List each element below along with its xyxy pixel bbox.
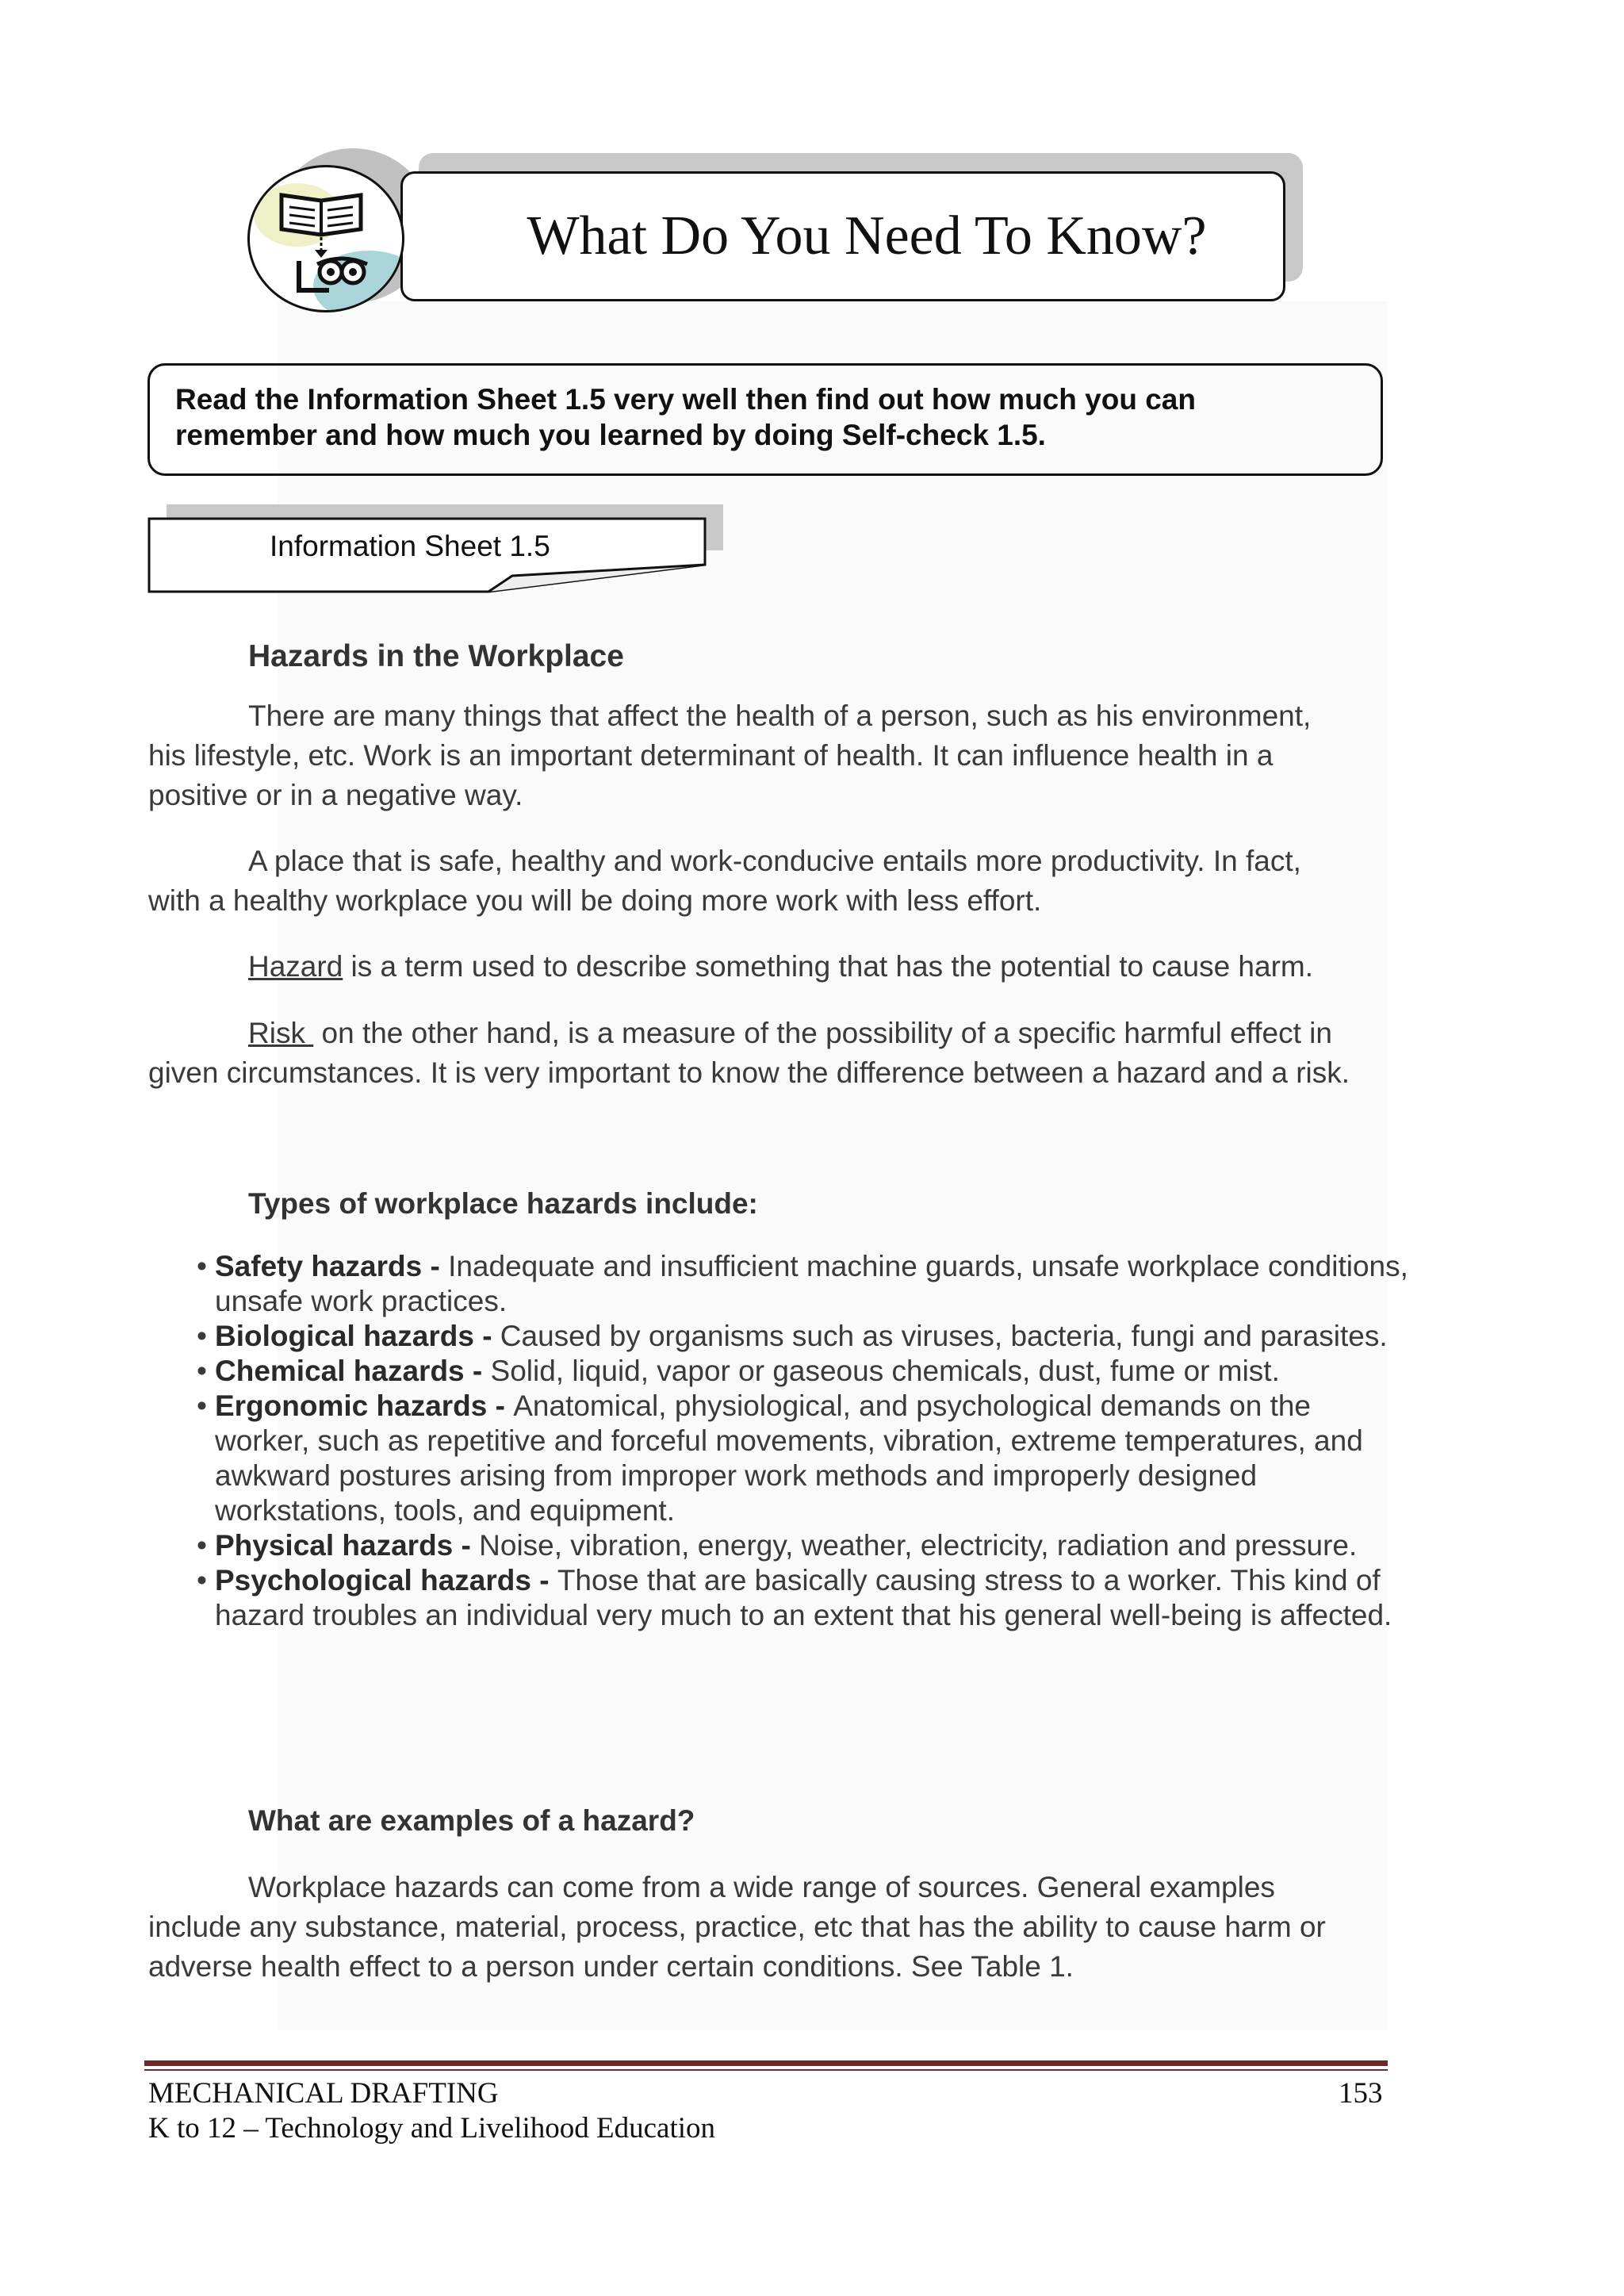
page-number: 153 — [1339, 2077, 1383, 2110]
text-line: given circumstances. It is very important to know the difference between a hazard and a risk. — [148, 1056, 1350, 1089]
bullet-icon: • — [197, 1250, 207, 1282]
item-text: Inadequate and insufficient machine guards, unsafe workplace conditions, unsafe work practices. — [215, 1250, 1408, 1317]
paragraph-1 — [148, 696, 1393, 736]
bullet-icon: • — [197, 1564, 207, 1596]
item-label: Safety hazards - — [215, 1250, 449, 1282]
item-text: Anatomical, physiological, and psychological demands on the worker, such as repetitive and forceful movements, vibration, extreme temperatures, and awkward postures arising from improper work methods and improperly designed workstations, tools, and equipment. — [215, 1389, 1363, 1527]
footer-rule — [144, 2060, 1388, 2066]
risk-definition — [248, 1014, 1332, 1053]
page-title: What Do You Need To Know? — [527, 205, 1207, 266]
text-line: adverse health effect to a person under certain conditions. See Table 1. — [148, 1950, 1074, 1983]
paragraph-2 — [148, 841, 1393, 881]
item-text: Solid, liquid, vapor or gaseous chemicals, dust, fume or mist. — [490, 1355, 1280, 1387]
text-line: A place that is safe, healthy and work-conducive entails more productivity. In fact, — [248, 845, 1301, 877]
list-item — [197, 1249, 1410, 1319]
hazard-definition-text: is a term used to describe something that has the potential to cause harm. — [343, 950, 1314, 983]
item-text: Those that are basically causing stress to a worker. This kind of hazard troubles an individual very much to an extent that his general well-being is affected. — [215, 1564, 1392, 1631]
header-banner — [400, 171, 1285, 301]
risk-definition-cont — [148, 1053, 1393, 1093]
text-line: Workplace hazards can come from a wide range of sources. General examples — [248, 1871, 1275, 1903]
reading-student-icon — [247, 165, 404, 312]
item-text: Noise, vibration, energy, weather, electricity, radiation and pressure. — [479, 1529, 1358, 1562]
instruction-line-1: Read the Information Sheet 1.5 very well then find out how much you can — [175, 383, 1196, 416]
bullet-icon: • — [197, 1320, 207, 1352]
info-sheet-label: Information Sheet 1.5 — [270, 530, 550, 562]
examples-paragraph — [148, 1868, 1393, 1907]
section-heading: Hazards in the Workplace — [248, 639, 624, 673]
list-item — [197, 1528, 1410, 1563]
bullet-icon: • — [197, 1529, 207, 1562]
list-item — [197, 1563, 1410, 1633]
text-line: There are many things that affect the health of a person, such as his environment, — [248, 700, 1312, 732]
item-label: Physical hazards - — [215, 1529, 480, 1562]
list-item — [197, 1354, 1410, 1389]
list-item — [197, 1389, 1410, 1528]
item-label: Biological hazards - — [215, 1320, 500, 1352]
hazard-types-list — [197, 1249, 1410, 1633]
risk-definition-text: on the other hand, is a measure of the possibility of a specific harmful effect in — [313, 1017, 1332, 1049]
examples-paragraph-cont — [148, 1907, 1393, 1987]
paragraph-2-cont — [148, 881, 1393, 921]
footer-program: K to 12 – Technology and Livelihood Education — [148, 2112, 716, 2145]
hazard-definition — [248, 947, 1313, 987]
instruction-box — [147, 363, 1383, 476]
types-heading: Types of workplace hazards include: — [248, 1187, 758, 1220]
paragraph-1-cont — [148, 736, 1393, 815]
instruction-line-2: remember and how much you learned by doing Self-check 1.5. — [175, 419, 1046, 451]
hazard-term: Hazard — [248, 950, 343, 983]
item-label: Chemical hazards - — [215, 1355, 491, 1387]
risk-term: Risk — [248, 1017, 314, 1049]
footer-rule-thin — [144, 2069, 1388, 2071]
item-text: Caused by organisms such as viruses, bacteria, fungi and parasites. — [500, 1320, 1388, 1352]
text-line: include any substance, material, process, practice, etc that has the ability to cause harm or — [148, 1911, 1326, 1943]
bullet-icon: • — [197, 1355, 207, 1387]
text-line: positive or in a negative way. — [148, 779, 523, 811]
item-label: Psychological hazards - — [215, 1564, 557, 1596]
examples-heading: What are examples of a hazard? — [248, 1804, 695, 1837]
text-line: with a healthy workplace you will be doing more work with less effort. — [148, 884, 1042, 917]
item-label: Ergonomic hazards - — [215, 1389, 514, 1422]
footer-subject: MECHANICAL DRAFTING — [148, 2077, 499, 2110]
list-item — [197, 1319, 1410, 1354]
bullet-icon: • — [197, 1389, 207, 1422]
text-line: his lifestyle, etc. Work is an important determinant of health. It can influence health in a — [148, 739, 1274, 772]
